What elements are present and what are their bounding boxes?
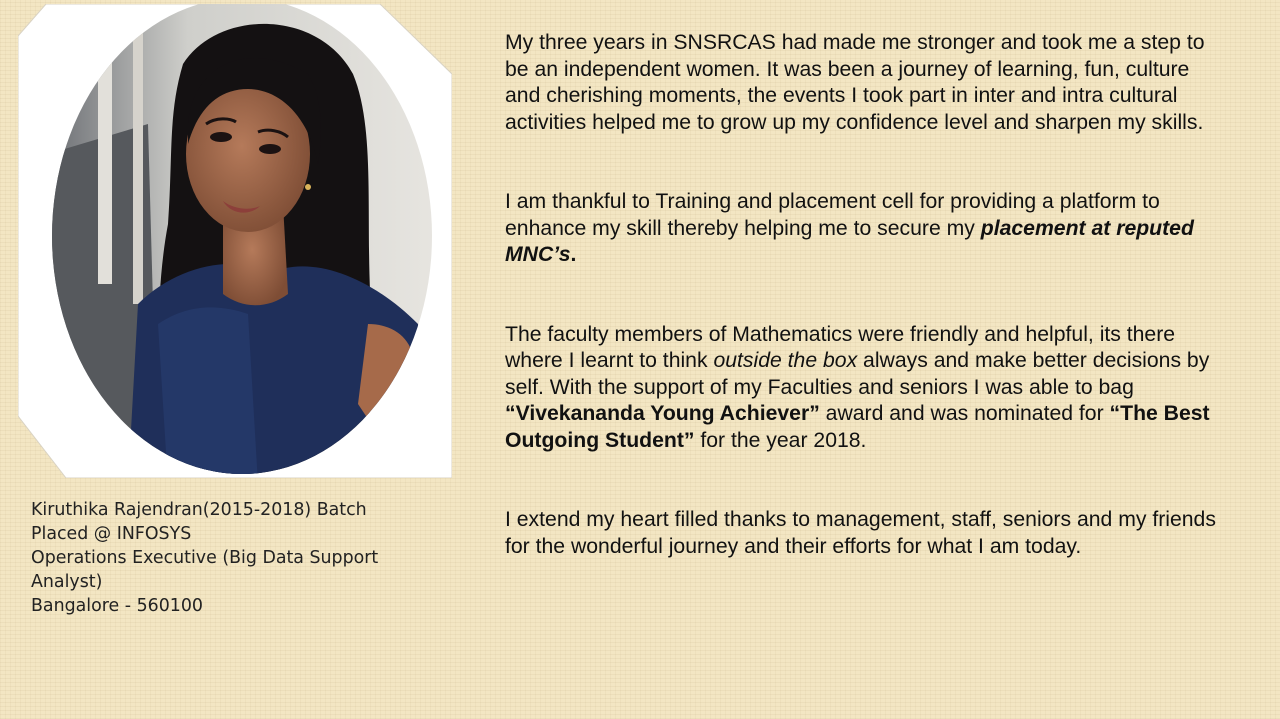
award-name: “Vivekananda Young Achiever” [505,402,820,425]
paragraph-3-text-e: award and was nominated for [819,402,1110,425]
photo-frame [18,4,452,478]
testimonial-paragraph-2 [505,189,1220,269]
placement-company: Placed @ INFOSYS [31,524,192,544]
portrait-photo [18,4,452,478]
placement-emphasis: placement at reputed MNC’s [505,216,1194,266]
job-title: Operations Executive (Big Data Support Analyst) [31,548,379,592]
location: Bangalore - 560100 [31,596,203,616]
testimonial-paragraph-4: I extend my heart filled thanks to management, staff, seniors and my friends for the wonderful journey and their efforts for what I am today. [505,508,1216,558]
nomination-name: “The Best Outgoing Student” [505,402,1210,452]
testimonial-text [505,30,1220,560]
outside-the-box-emphasis: outside the box [713,349,858,372]
student-name-batch: Kiruthika Rajendran(2015-2018) Batch [31,500,367,520]
paragraph-3-text-c: always and make better decisions by self. With the support of my Faculties and seniors I was able to bag [505,349,1210,399]
paragraph-3-text-a: The faculty members of Mathematics were friendly and helpful, its there where I learnt to think [505,322,1176,372]
student-caption [31,498,431,618]
testimonial-paragraph-1: My three years in SNSRCAS had made me stronger and took me a step to be an independent women. It was been a journey of learning, fun, culture and cherishing moments, the events I took part in inter and intra cultural activities helped me to grow up my confidence level and sharpen my skills. [505,31,1205,134]
paragraph-2-text: I am thankful to Training and placement cell for providing a platform to enhance my skill thereby helping me to secure my [505,190,1160,240]
paragraph-2-period: . [570,243,577,266]
testimonial-paragraph-3 [505,322,1220,455]
paragraph-3-text-g: for the year 2018. [694,428,867,452]
